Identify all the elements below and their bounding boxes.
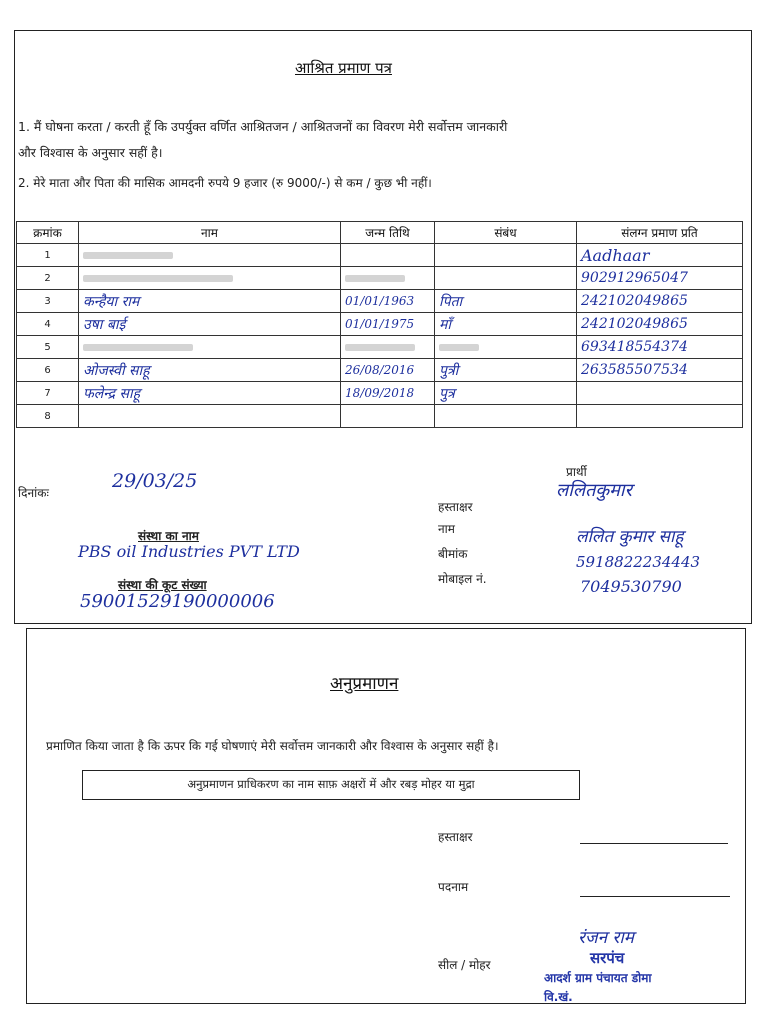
row-sno: 1 bbox=[17, 244, 79, 267]
row-relation bbox=[435, 267, 577, 290]
mobile-value: 7049530790 bbox=[580, 577, 682, 596]
row-name-redacted bbox=[79, 244, 341, 267]
name-value: ललित कुमार साहू bbox=[576, 527, 684, 547]
row-sno: 7 bbox=[17, 382, 79, 405]
table-header-row bbox=[17, 222, 743, 244]
declaration-line-1a: 1. मैं घोषना करता / करती हूँ कि उपर्युक्त वर्णित आश्रितजन / आश्रितजनों का विवरण मेरी सर्वोत्तम जानकारी bbox=[18, 119, 508, 134]
table-row bbox=[17, 405, 743, 428]
row-relation bbox=[435, 244, 577, 267]
designation-line bbox=[580, 896, 730, 897]
row-relation: माँ bbox=[435, 313, 577, 336]
dependents-table bbox=[16, 221, 743, 428]
mobile-label: मोबाइल नं. bbox=[438, 572, 487, 586]
sarpanch-signature: रंजन राम bbox=[578, 928, 634, 948]
declaration-line-2: 2. मेरे माता और पिता की मासिक आमदनी रुपये 9 हजार (रु 9000/-) से कम / कुछ भी नहीं। bbox=[18, 176, 432, 190]
form2-title: अनुप्रमाणन bbox=[330, 674, 399, 694]
row-dob-redacted bbox=[341, 267, 435, 290]
org-name-label: संस्था का नाम bbox=[138, 529, 199, 543]
row-dob-redacted bbox=[341, 336, 435, 359]
row-dob bbox=[341, 405, 435, 428]
row-proof bbox=[577, 382, 743, 405]
seal-label: सील / मोहर bbox=[438, 958, 491, 972]
row-relation: पिता bbox=[435, 290, 577, 313]
row-name-redacted bbox=[79, 267, 341, 290]
stamp-block: वि.खं. bbox=[544, 990, 573, 1004]
row-sno: 3 bbox=[17, 290, 79, 313]
stamp-designation: सरपंच bbox=[590, 949, 625, 967]
attest-sign-label: हस्ताक्षर bbox=[438, 830, 473, 844]
name-label: नाम bbox=[438, 522, 455, 536]
row-relation: पुत्र bbox=[435, 382, 577, 405]
stamp-panchayat: आदर्श ग्राम पंचायत डोमा bbox=[544, 971, 652, 985]
table-row bbox=[17, 244, 743, 267]
row-sno: 6 bbox=[17, 359, 79, 382]
attest-sign-line bbox=[580, 843, 728, 844]
date-label: दिनांकः bbox=[18, 486, 49, 500]
row-dob bbox=[341, 244, 435, 267]
org-name-value: PBS oil Industries PVT LTD bbox=[78, 542, 300, 561]
row-dob: 26/08/2016 bbox=[341, 359, 435, 382]
insurance-value: 5918822234443 bbox=[576, 553, 701, 571]
table-row bbox=[17, 359, 743, 382]
row-proof: 242102049865 bbox=[577, 313, 743, 336]
row-name: फलेन्द्र साहू bbox=[79, 382, 341, 405]
authority-name-box-text: अनुप्रमाणन प्राधिकरण का नाम साफ़ अक्षरों में और रबड़ मोहर या मुद्रा bbox=[187, 777, 475, 791]
row-proof: 263585507534 bbox=[577, 359, 743, 382]
table-row bbox=[17, 336, 743, 359]
org-code-label: संस्था की कूट संख्या bbox=[118, 578, 207, 592]
header-dob: जन्म तिथि bbox=[341, 222, 435, 244]
authority-name-box bbox=[82, 770, 580, 800]
insurance-label: बीमांक bbox=[438, 547, 468, 561]
row-sno: 4 bbox=[17, 313, 79, 336]
date-value: 29/03/25 bbox=[112, 470, 198, 492]
row-name-redacted bbox=[79, 336, 341, 359]
applicant-signature: ललितकुमार bbox=[556, 480, 632, 501]
applicant-label: प्रार्थी bbox=[566, 465, 587, 479]
row-proof: 693418554374 bbox=[577, 336, 743, 359]
declaration-line-1b: और विश्वास के अनुसार सहीं है। bbox=[18, 145, 163, 160]
row-relation-redacted bbox=[435, 336, 577, 359]
row-proof bbox=[577, 405, 743, 428]
header-proof: संलग्न प्रमाण प्रति bbox=[577, 222, 743, 244]
row-relation bbox=[435, 405, 577, 428]
sign-label: हस्ताक्षर bbox=[438, 500, 473, 514]
row-relation: पुत्री bbox=[435, 359, 577, 382]
header-name: नाम bbox=[79, 222, 341, 244]
table-row bbox=[17, 313, 743, 336]
header-relation: संबंध bbox=[435, 222, 577, 244]
row-proof: Aadhaar bbox=[577, 244, 743, 267]
row-sno: 8 bbox=[17, 405, 79, 428]
row-dob: 18/09/2018 bbox=[341, 382, 435, 405]
row-sno: 2 bbox=[17, 267, 79, 290]
row-dob: 01/01/1975 bbox=[341, 313, 435, 336]
row-name bbox=[79, 405, 341, 428]
org-code-value: 59001529190000006 bbox=[80, 591, 275, 612]
designation-label: पदनाम bbox=[438, 880, 469, 894]
table-row bbox=[17, 267, 743, 290]
table-row bbox=[17, 290, 743, 313]
row-proof: 902912965047 bbox=[577, 267, 743, 290]
row-dob: 01/01/1963 bbox=[341, 290, 435, 313]
row-name: उषा बाई bbox=[79, 313, 341, 336]
row-proof: 242102049865 bbox=[577, 290, 743, 313]
form1-title: आश्रित प्रमाण पत्र bbox=[295, 59, 392, 77]
row-name: ओजस्वी साहू bbox=[79, 359, 341, 382]
table-row bbox=[17, 382, 743, 405]
row-sno: 5 bbox=[17, 336, 79, 359]
attestation-statement: प्रमाणित किया जाता है कि ऊपर कि गई घोषणाएं मेरी सर्वोत्तम जानकारी और विश्वास के अनुसार सहीं है। bbox=[46, 739, 499, 753]
row-name: कन्हैया राम bbox=[79, 290, 341, 313]
header-sno: क्रमांक bbox=[17, 222, 79, 244]
